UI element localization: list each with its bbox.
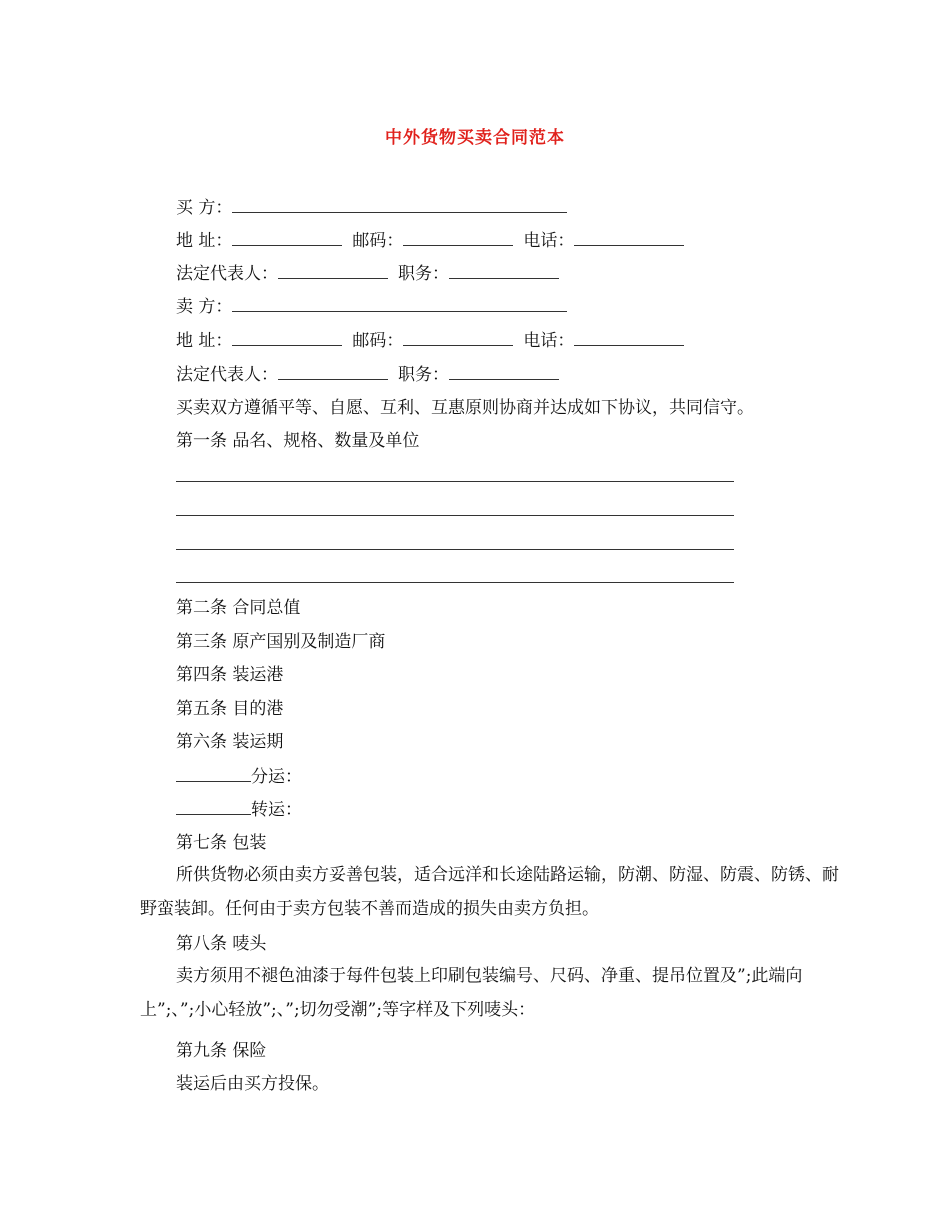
article-2-heading: 第二条 合同总值 [176,598,301,618]
seller-blank[interactable] [232,295,567,312]
transshipment-label: 转运： [251,800,302,820]
seller-address-blank[interactable] [232,329,342,346]
buyer-address-line [176,229,684,252]
seller-postcode-blank[interactable] [403,329,513,346]
article-9-text: 装运后由买方投保。 [176,1074,329,1094]
transshipment-blank[interactable] [176,798,251,815]
buyer-label: 买 方： [176,198,233,218]
article-7-text: 所供货物必须由卖方妥善包装，适合远洋和长途陆路运输，防潮、防湿、防震、防锈、耐野蛮装卸。任何由于卖方包装不善而造成的损失由卖方负担。 [140,865,839,919]
legal-rep-label: 法定代表人： [176,264,278,284]
transshipment-line [176,798,302,821]
article-5-heading: 第五条 目的港 [176,699,284,719]
phone-label: 电话： [523,231,575,251]
phone-label: 电话： [523,331,575,351]
buyer-postcode-blank[interactable] [403,229,513,246]
buyer-address-blank[interactable] [232,229,342,246]
seller-line [176,295,567,318]
seller-position-blank[interactable] [449,363,559,380]
article-3-heading: 第三条 原产国别及制造厂商 [176,632,386,652]
buyer-rep-line [176,262,559,285]
buyer-blank[interactable] [232,196,567,213]
position-label: 职务： [398,264,449,284]
buyer-line [176,196,567,219]
article-1-fill-line[interactable] [176,549,734,550]
seller-rep-line [176,363,559,386]
article-6-heading: 第六条 装运期 [176,732,284,752]
intro-text: 买卖双方遵循平等、自愿、互利、互惠原则协商并达成如下协议，共同信守。 [176,398,754,418]
article-9-heading: 第九条 保险 [176,1041,267,1061]
buyer-phone-blank[interactable] [574,229,684,246]
postcode-label: 邮码： [352,331,404,351]
seller-phone-blank[interactable] [574,329,684,346]
partial-shipment-line [176,765,302,788]
article-1-heading: 第一条 品名、规格、数量及单位 [176,431,420,451]
postcode-label: 邮码： [352,231,404,251]
partial-shipment-label: 分运： [251,767,302,787]
seller-label: 卖 方： [176,297,233,317]
partial-shipment-blank[interactable] [176,765,251,782]
article-8-text: 卖方须用不褪色油漆于每件包装上印刷包装编号、尺码、净重、提吊位置及”;此端向上”;、”;小心轻放”;、”;切勿受潮”;等字样及下列唛头： [140,966,803,1020]
legal-rep-label: 法定代表人： [176,365,278,385]
buyer-rep-blank[interactable] [278,262,388,279]
document-title: 中外货物买卖合同范本 [385,128,565,148]
address-label: 地 址： [176,331,233,351]
article-1-fill-line[interactable] [176,582,734,583]
address-label: 地 址： [176,231,233,251]
seller-address-line [176,329,684,352]
article-1-fill-line[interactable] [176,515,734,516]
buyer-position-blank[interactable] [449,262,559,279]
article-4-heading: 第四条 装运港 [176,665,284,685]
position-label: 职务： [398,365,449,385]
article-1-fill-line[interactable] [176,481,734,482]
seller-rep-blank[interactable] [278,363,388,380]
article-7-heading: 第七条 包装 [176,833,267,853]
article-8-heading: 第八条 唛头 [176,934,267,954]
